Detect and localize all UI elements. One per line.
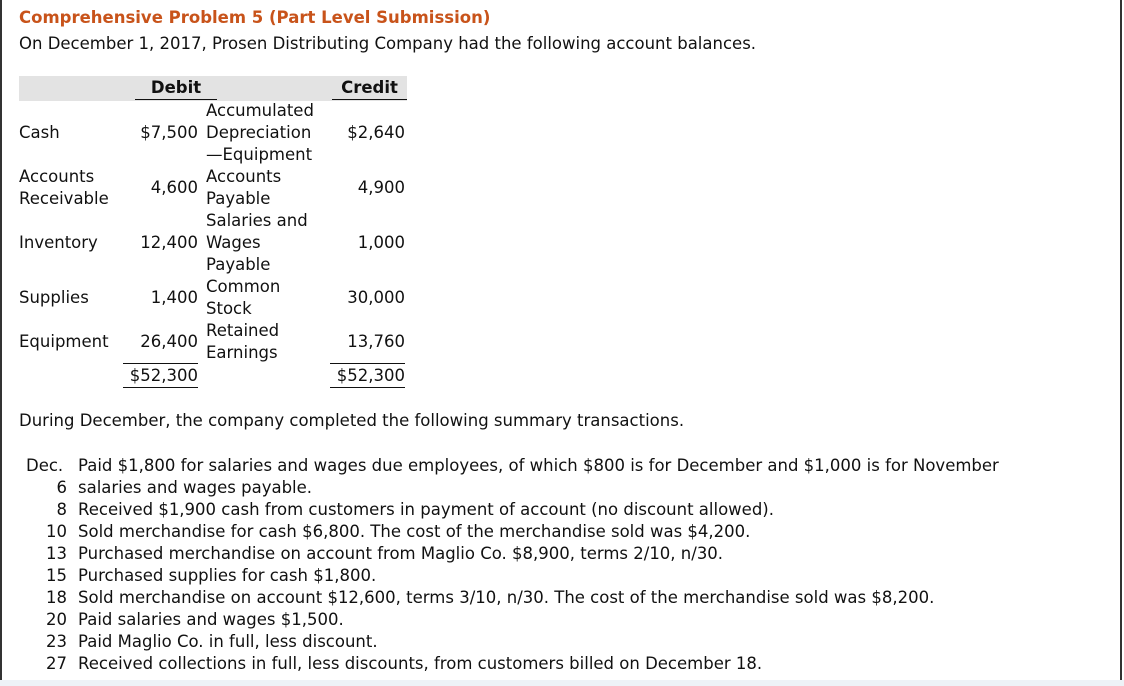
credit-account [206,320,336,364]
debit-account: Inventory [19,233,98,252]
credit-account-line: Payable [206,189,271,208]
credit-account-line: Payable [206,255,271,274]
transaction-day: 23 [46,632,67,651]
credit-amount: 13,760 [330,320,405,364]
credit-header: Credit [332,77,407,100]
credit-account [206,276,336,320]
debit-account-line: Accounts [19,167,95,186]
list-item [20,499,1110,521]
debit-account: Supplies [19,288,89,307]
transactions-intro: During December, the company completed the following summary transactions. [19,411,685,430]
list-item [20,653,1110,675]
list-item [20,609,1110,631]
transaction-text: Received collections in full, less discounts, from customers billed on December 18. [78,654,763,673]
transaction-day: 18 [46,588,67,607]
total-debit: $52,300 [123,365,198,388]
transaction-text: salaries and wages payable. [78,478,313,497]
list-item [20,477,1110,499]
credit-amount: $2,640 [347,123,405,142]
credit-amount: 1,000 [357,233,405,252]
debit-amount: 26,400 [123,320,198,364]
list-item [20,587,1110,609]
transaction-text: Paid salaries and wages $1,500. [78,610,344,629]
month-label: Dec. [26,456,64,475]
transaction-day: 6 [56,478,67,497]
list-item [20,631,1110,653]
transaction-day: 13 [46,544,67,563]
transaction-text: Sold merchandise for cash $6,800. The cost of the merchandise sold was $4,200. [78,522,751,541]
transaction-day: 8 [56,500,67,519]
credit-account-line: Accumulated [206,101,314,120]
list-item [20,521,1110,543]
credit-account-line: Wages [206,233,261,252]
credit-account [206,166,336,210]
credit-account-line: Retained [206,321,280,340]
debit-amount: $7,500 [140,123,198,142]
credit-account-line: Earnings [206,343,278,362]
table-row [19,210,407,276]
credit-amount: 30,000 [347,288,405,307]
credit-account-line: Salaries and [206,211,308,230]
total-credit: $52,300 [330,365,405,388]
debit-amount: 4,600 [150,178,198,197]
intro-text: On December 1, 2017, Prosen Distributing Company had the following account balances. [19,34,757,53]
credit-account-line: Accounts [206,167,282,186]
debit-amount: 12,400 [140,233,198,252]
table-row [19,166,407,210]
problem-title: Comprehensive Problem 5 (Part Level Submission) [19,8,491,27]
debit-header: Debit [135,77,217,100]
credit-amount: 4,900 [357,178,405,197]
list-item [20,543,1110,565]
debit-amount: 1,400 [150,288,198,307]
transaction-text: Paid $1,800 for salaries and wages due employees, of which $800 is for December and $1,000 is for November [78,456,999,475]
transaction-text: Sold merchandise on account $12,600, terms 3/10, n/30. The cost of the merchandise sold was $8,200. [78,588,935,607]
transaction-text: Purchased merchandise on account from Maglio Co. $8,900, terms 2/10, n/30. [78,544,724,563]
debit-account: Cash [19,123,60,142]
table-row [19,320,407,364]
list-item [20,565,1110,587]
transaction-day: 10 [46,522,67,541]
debit-account-line: Receivable [19,189,109,208]
debit-account [19,166,131,210]
credit-account-line: Depreciation [206,123,312,142]
table-row [19,100,407,166]
transaction-day: 15 [46,566,67,585]
bottom-band [0,680,1124,686]
transaction-text: Purchased supplies for cash $1,800. [78,566,377,585]
credit-account [206,100,336,166]
transaction-text: Received $1,900 cash from customers in payment of account (no discount allowed). [78,500,774,519]
credit-account-line: —Equipment [206,145,313,164]
transactions-list [20,455,1110,675]
credit-account-line: Common [206,277,281,296]
transaction-day: 20 [46,610,67,629]
transaction-day: 27 [46,654,67,673]
table-row [19,276,407,320]
credit-account-line: Stock [206,299,252,318]
list-item [20,455,1110,477]
credit-account [206,210,336,276]
debit-account: Equipment [19,332,109,351]
transaction-text: Paid Maglio Co. in full, less discount. [78,632,378,651]
